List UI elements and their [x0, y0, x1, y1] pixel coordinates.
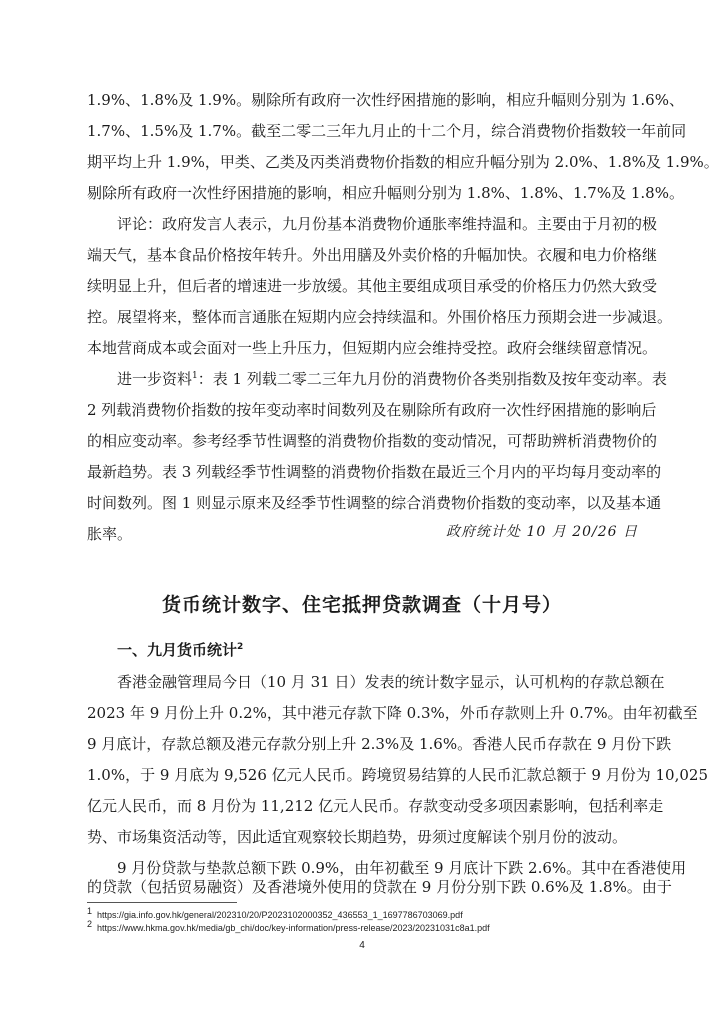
para4-line: 2023 年 9 月份上升 0.2%，其中港元存款下降 0.3%，外币存款则上升 0.7%。由年初截至	[87, 704, 698, 722]
para2-line: 端天气，基本食品价格按年转升。外出用膳及外卖价格的升幅加快。衣履和电力价格继	[87, 246, 658, 264]
para2-line: 本地营商成本或会面对一些上升压力，但短期内应会维持受控。政府会继续留意情况。	[87, 339, 658, 357]
footnote-ref-1: 1	[192, 371, 198, 381]
para3-line: 胀率。	[87, 525, 133, 543]
para4-line: 1.0%，于 9 月底为 9,526 亿元人民币。跨境贸易结算的人民币汇款总额于 9 月份为 10,025	[87, 766, 709, 784]
subheading-text: 一、九月货币统计	[117, 641, 238, 659]
footnote-2	[87, 919, 490, 933]
footnote-ref-2: 2	[237, 642, 244, 652]
para5-line: 9 月份贷款与垫款总额下跌 0.9%，由年初截至 9 月底计下跌 2.6%。其中在香港使用	[117, 859, 687, 877]
para3-line: 的相应变动率。参考经季节性调整的消费物价指数的变动情况，可帮助辨析消费物价的	[87, 432, 658, 450]
para4-line: 9 月底计，存款总额及港元存款分别上升 2.3%及 1.6%。香港人民币存款在 9 月份下跌	[87, 735, 672, 753]
section-title: 货币统计数字、住宅抵押贷款调查（十月号）	[161, 594, 562, 616]
para4-line: 势、市场集资活动等，因此适宜观察较长期趋势，毋须过度解读个别月份的波动。	[87, 828, 628, 846]
footnote-1	[87, 906, 463, 920]
para1-line: 1.9%、1.8%及 1.9%。剔除所有政府一次性纾困措施的影响，相应升幅则分别为 1.6%、	[87, 91, 684, 109]
para1-line: 剔除所有政府一次性纾困措施的影响，相应升幅则分别为 1.8%、1.8%、1.7%及 1.8%。	[87, 184, 684, 202]
para3-line: 2 列载消费物价指数的按年变动率时间数列及在剔除所有政府一次性纾困措施的影响后	[87, 401, 657, 419]
para3-line: 最新趋势。表 3 列载经季节性调整的消费物价指数在最近三个月内的平均每月变动率的	[87, 463, 662, 481]
footnote-divider	[87, 902, 237, 903]
footnote-number: 2	[87, 919, 93, 929]
footnote-link[interactable]: https://gia.info.gov.hk/general/202310/20/P2023102000352_436553_1_1697786703069.pdf	[97, 910, 463, 920]
para5-line: 的贷款（包括贸易融资）及香港境外使用的贷款在 9 月份分别下跌 0.6%及 1.8%。由于	[87, 878, 672, 896]
para3-first-rest: ：表 1 列载二零二三年九月份的消费物价各类别指数及按年变动率。表	[197, 370, 667, 388]
para2-line: 控。展望将来，整体而言通胀在短期内应会持续温和。外围价格压力预期会进一步减退。	[87, 308, 673, 326]
para1-line: 1.7%、1.5%及 1.7%。截至二零二三年九月止的十二个月，综合消费物价指数较一年前同	[87, 122, 687, 140]
para3-first-line	[117, 369, 667, 389]
para1-line: 期平均上升 1.9%，甲类、乙类及丙类消费物价指数的相应升幅分别为 2.0%、1.8%及 1.9%。	[87, 153, 719, 171]
para2-line: 续明显上升，但后者的增速进一步放缓。其他主要组成项目承受的价格压力仍然大致受	[87, 277, 658, 295]
para4-line: 香港金融管理局今日（10 月 31 日）发表的统计数字显示，认可机构的存款总额在	[117, 673, 665, 691]
para2-line: 评论：政府发言人表示，九月份基本消费物价通胀率维持温和。主要由于月初的极	[117, 215, 658, 233]
signature: 政府统计处 10 月 20/26 日	[446, 524, 638, 540]
page-number: 4	[359, 940, 365, 951]
para4-line: 亿元人民币，而 8 月份为 11,212 亿元人民币。存款变动受多项因素影响，包括利率走	[87, 797, 664, 815]
subheading	[117, 639, 243, 660]
para3-line: 时间数列。图 1 则显示原来及经季节性调整的综合消费物价指数的变动率，以及基本通	[87, 494, 662, 512]
footnote-number: 1	[87, 906, 93, 916]
footnote-link[interactable]: https://www.hkma.gov.hk/media/gb_chi/doc/key-information/press-release/2023/20231031c8a1.pdf	[97, 923, 490, 933]
para3-lead: 进一步资料	[117, 370, 193, 388]
